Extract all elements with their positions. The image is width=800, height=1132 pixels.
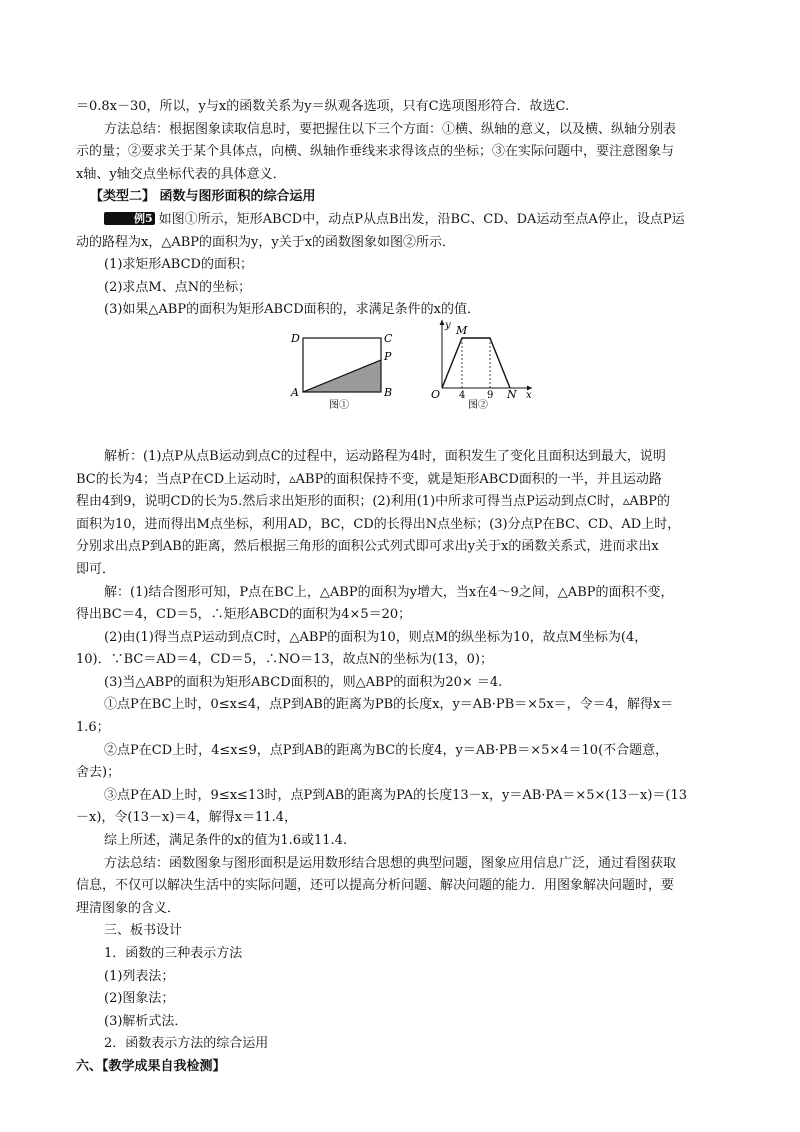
label-o: O [431, 388, 441, 401]
text-line: BC的长为4；当点P在CD上运动时，▵ABP的面积保持不变，就是矩形ABCD面积的一半，并且运动路 [76, 471, 662, 487]
text-line: (3)解析式法． [104, 1013, 188, 1029]
text-line: 面积为10，进而得出M点坐标，利用AD，BC，CD的长得出N点坐标；(3)分点P在BC、CD、AD上时， [76, 516, 681, 532]
text-line: 信息，不仅可以解决生活中的实际问题，还可以提高分析问题、解决问题的能力．用图象解决问题时，要 [76, 878, 675, 894]
y-axis-arrow [440, 320, 445, 325]
label-c: C [384, 332, 393, 345]
label-p: P [384, 350, 392, 363]
label-m: M [456, 324, 468, 337]
text-line: (3)当△ABP的面积为矩形ABCD面积的，则△ABP的面积为20× ＝4. [104, 674, 503, 690]
tick-9: 9 [487, 390, 494, 401]
label-n: N [507, 388, 517, 401]
text-line: 示的量；②要求关于某个具体点，向横、纵轴作垂线来求得该点的坐标；③在实际问题中，要注意图象与 [76, 144, 675, 160]
section-heading: 六、【教学成果自我检测】 [76, 1058, 226, 1074]
text-line: ①点P在BC上时，0≤x≤4，点P到AB的距离为PB的长度x，y＝AB·PB＝×5x＝，令＝4，解得x＝ [104, 697, 674, 713]
label-d: D [291, 332, 300, 345]
text-line: 方法总结：根据图象读取信息时，要把握住以下三个方面：①横、纵轴的意义，以及横、纵轴分别表 [104, 121, 677, 137]
example-line [76, 209, 728, 232]
label-x: x [526, 390, 532, 401]
text-line: 程由4到9，说明CD的长为5.然后求出矩形的面积；(2)利用(1)中所求可得当点P运动到点C时，▵ABP的 [76, 494, 671, 510]
text-line: (2)图象法； [104, 991, 175, 1007]
label-b: B [384, 386, 393, 399]
text-line: (2)由(1)得当点P运动到点C时，△ABP的面积为10，则点M的纵坐标为10，故点M坐标为(4， [104, 629, 648, 645]
text-line: 1.6； [76, 720, 110, 736]
text-line: 解：(1)结合图形可知，P点在BC上，△ABP的面积为y增大，当x在4～9之间，△ABP的面积不变， [104, 584, 674, 600]
caption-figure-2: 图② [468, 400, 488, 410]
section-heading: 【类型二】 函数与图形面积的综合运用 [90, 189, 316, 205]
text-line: 得出BC＝4，CD＝5，∴矩形ABCD的面积为4×5＝20； [76, 607, 412, 623]
text-line: x轴、y轴交点坐标代表的具体意义． [76, 166, 286, 182]
text-line: 解析：(1)点P从点B运动到点C的过程中，运动路程为4时，面积发生了变化且面积达到最大，说明 [104, 448, 666, 464]
text-line: 舍去)； [76, 765, 121, 781]
caption-figure-1: 图① [329, 400, 349, 410]
tick-4: 4 [459, 390, 466, 401]
text-line: ③点P在AD上时，9≤x≤13时，点P到AB的距离为PA的长度13－x，y＝AB·PA＝×5×(13－x)＝(13 [104, 787, 688, 803]
text-line: 10)．∵BC＝AD＝4，CD＝5，∴NO＝13，故点N的坐标为(13，0)； [76, 652, 493, 668]
text-line: 如图①所示，矩形ABCD中，动点P从点B出发，沿BC、CD、DA运动至点A停止，设点P运 [158, 211, 685, 227]
text-line: 三、板书设计 [104, 923, 183, 939]
text-line: (3)如果△ABP的面积为矩形ABCD面积的，求满足条件的x的值． [104, 302, 480, 318]
figure-gap [76, 322, 728, 446]
graph-line [442, 338, 510, 388]
text-line: ＝0.8x－30，所以，y与x的函数关系为y＝纵观各选项，只有C选项图形符合．故选C. [76, 99, 570, 114]
figure-function-graph [420, 314, 540, 410]
text-line: 动的路程为x，△ABP的面积为y，y关于x的函数图象如图②所示． [76, 234, 456, 250]
label-y: y [445, 320, 451, 331]
text-line: 即可． [76, 561, 116, 577]
label-a: A [291, 386, 299, 399]
text-line: 理清图象的含义． [76, 900, 181, 916]
text-line: (2)求点M、点N的坐标； [104, 279, 252, 295]
figure-rectangle-abcd [285, 320, 395, 410]
text-line: ②点P在CD上时，4≤x≤9，点P到AB的距离为BC的长度4，y＝AB·PB＝×5×4＝10(不合题意， [104, 742, 669, 758]
example-tag: 例5 [104, 212, 155, 225]
text-line: 综上所述，满足条件的x的值为1.6或11.4. [104, 833, 348, 849]
document-body [76, 96, 728, 1079]
text-line: 2．函数表示方法的综合运用 [104, 1036, 269, 1052]
text-line: －x)，令(13－x)＝4，解得x＝11.4， [76, 810, 297, 826]
text-line: 分别求出点P到AB的距离，然后根据三角形的面积公式列式即可求出y关于x的函数关系式，进而求出x [76, 539, 659, 555]
text-line: (1)列表法； [104, 968, 175, 984]
text-line: (1)求矩形ABCD的面积； [104, 257, 253, 273]
text-line: 方法总结：函数图象与图形面积是运用数形结合思想的典型问题，图象应用信息广泛，通过看图获取 [104, 855, 677, 871]
text-line: 1．函数的三种表示方法 [104, 946, 243, 961]
